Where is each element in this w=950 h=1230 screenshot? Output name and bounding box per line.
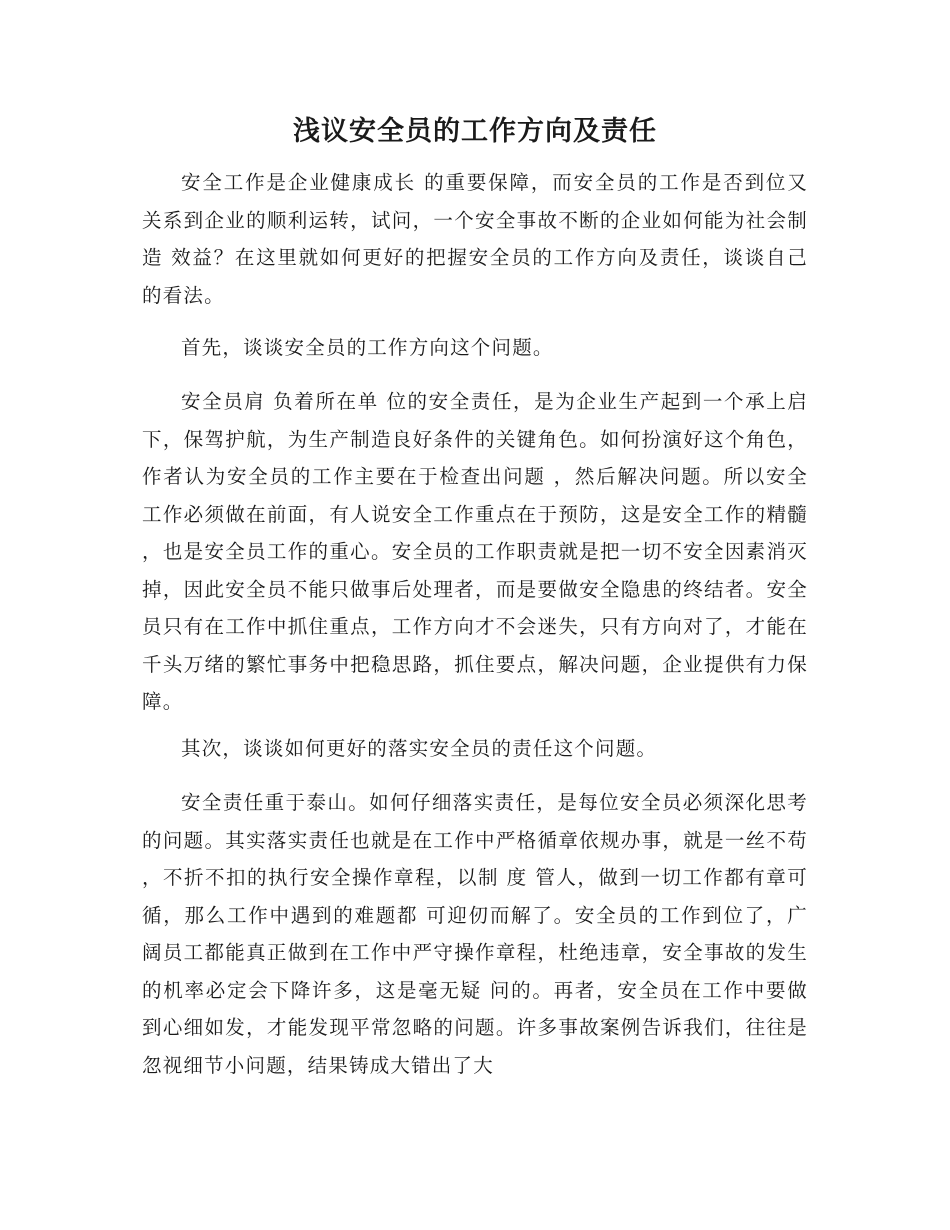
paragraph-work-direction: 安全员肩 负着所在单 位的安全责任，是为企业生产起到一个承上启下，保驾护航，为生产制造良好条件的关键角色。如何扮演好这个角色，作者认为安全员的工作主要在于检查出问题 ，然后解决问题。所以安全工作必须做在前面，有人说安全工作重点在于预防，这是安全工作的精髓 ，也是安全员工作的重心。安全员的工作职责就是把一切不安全因素消灭 掉，因此安全员不能只做事后处理者，而是要做安全隐患的终结者。安全员只有在工作中抓住重点，工作方向才不会迷失，只有方向对了，才能在千头万绪的繁忙事务中把稳思路，抓住要点，解决问题，企业提供有力保障。	[142, 390, 808, 713]
paragraph-section-two-heading: 其次，谈谈如何更好的落实安全员的责任这个问题。	[181, 737, 658, 760]
paragraph-section-one-heading: 首先，谈谈安全员的工作方向这个问题。	[181, 336, 554, 359]
document-title: 浅议安全员的工作方向及责任	[293, 116, 657, 147]
paragraph-responsibility: 安全责任重于泰山。如何仔细落实责任，是每位安全员必须深化思考的问题。其实落实责任也就是在工作中严格循章依规办事，就是一丝不苟 ，不折不扣的执行安全操作章程，以制 度 管人，做到一切工作都有章可循，那么工作中遇到的难题都 可迎仞而解了。安全员的工作到位了，广阔员工都能真正做到在工作中严守操作章程，杜绝违章，安全事故的发生的机率必定会下降许多，这是毫无疑 问的。再者，安全员在工作中要做到心细如发，才能发现平常忽略的问题。许多事故案例告诉我们，往往是忽视细节小问题，结果铸成大错出了大	[142, 791, 808, 1077]
paragraph-intro: 安全工作是企业健康成长 的重要保障，而安全员的工作是否到位又关系到企业的顺利运转，试问，一个安全事故不断的企业如何能为社会制造 效益？在这里就如何更好的把握安全员的工作方向及责任，谈谈自己的看法。	[142, 171, 808, 307]
